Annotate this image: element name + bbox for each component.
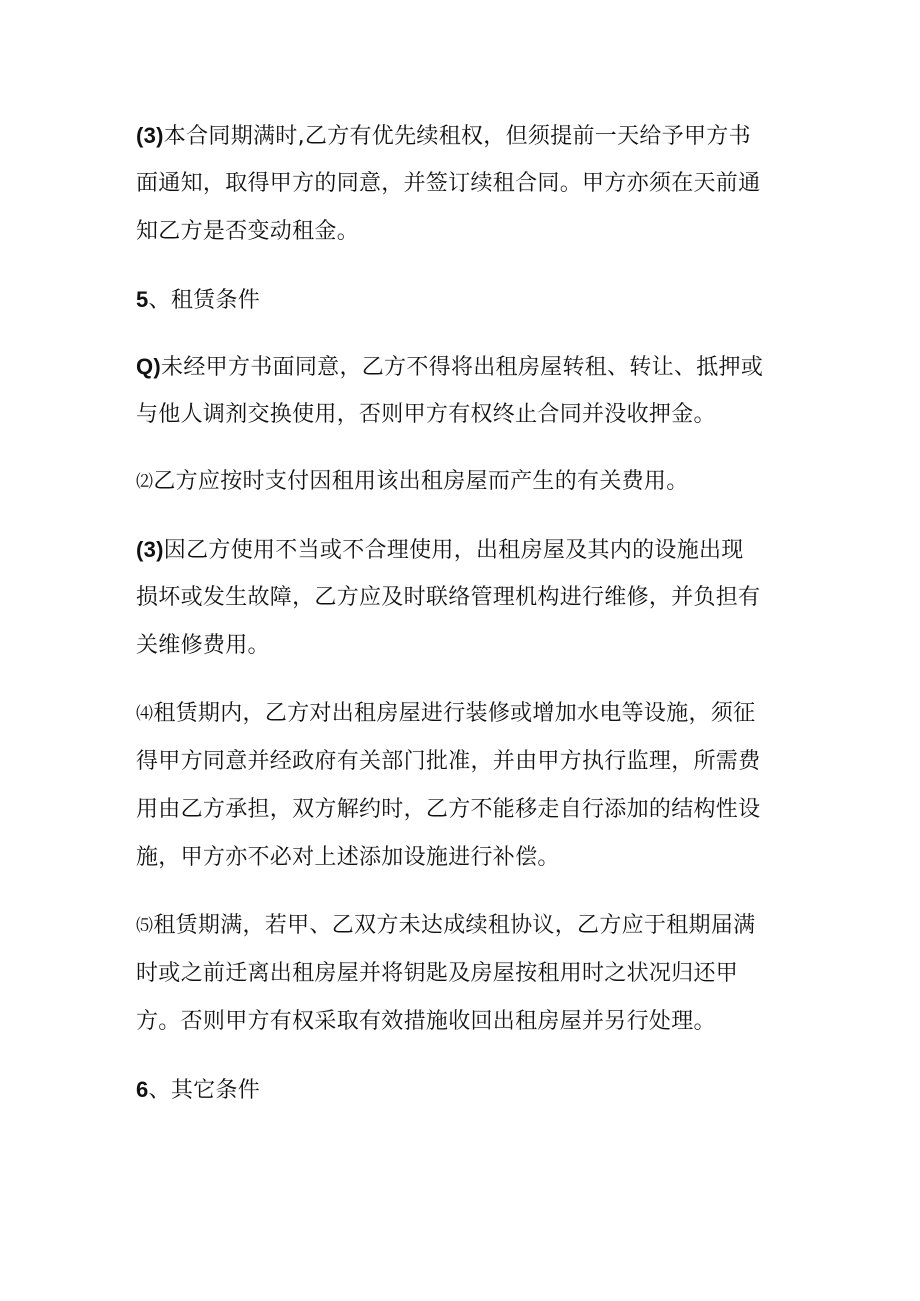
- paragraph-line: [136, 526, 796, 574]
- section-title: 、租赁条件: [148, 288, 261, 313]
- section-heading-5: [136, 276, 796, 324]
- clause-number: Q): [136, 354, 162, 379]
- renewal-clause-paragraph: [136, 112, 796, 256]
- paragraph-line: [136, 343, 796, 391]
- renovation-clause-paragraph: [136, 690, 796, 882]
- clause-number: ⑷: [136, 704, 154, 724]
- clause-number: (3): [136, 123, 164, 148]
- section-number: 6: [136, 1077, 149, 1102]
- line-text: 租赁期内，乙方对出租房屋进行装修或增加水电等设施，须征: [153, 701, 756, 726]
- section-heading-6: [136, 1066, 796, 1114]
- paragraph-line: 方。否则甲方有权采取有效措施收回出租房屋并另行处理。: [136, 1009, 716, 1034]
- sublease-clause-paragraph: [136, 343, 796, 439]
- paragraph-line: [136, 112, 796, 160]
- expiry-clause-paragraph: [136, 902, 796, 1046]
- line-text: 未经甲方书面同意，乙方不得将出租房屋转租、转让、抵押或: [161, 355, 764, 380]
- clause-number: ⑵: [136, 472, 154, 492]
- paragraph-line: 用由乙方承担，双方解约时，乙方不能移走自行添加的结构性设: [136, 797, 761, 822]
- line-text: 租赁期满，若甲、乙双方未达成续租协议，乙方应于租期届满: [153, 913, 756, 938]
- paragraph-line: 得甲方同意并经政府有关部门批准，并由甲方执行监理，所需费: [136, 749, 761, 774]
- paragraph-line: 与他人调剂交换使用，否则甲方有权终止合同并没收押金。: [136, 402, 716, 427]
- paragraph-line: 时或之前迁离出租房屋并将钥匙及房屋按租用时之状况归还甲: [136, 961, 739, 986]
- paragraph-line: [136, 690, 796, 738]
- clause-number: (3): [136, 537, 164, 562]
- paragraph-line: 关维修费用。: [136, 633, 270, 658]
- paragraph-line: 面通知，取得甲方的同意，并签订续租合同。甲方亦须在天前通: [136, 171, 761, 196]
- paragraph-line: [136, 458, 796, 506]
- paragraph-line: 知乙方是否变动租金。: [136, 219, 360, 244]
- line-text: 因乙方使用不当或不合理使用，出租房屋及其内的设施出现: [163, 538, 744, 563]
- line-text: 本合同期满时,乙方有优先续租权，但须提前一天给予甲方书: [163, 124, 751, 149]
- paragraph-line: 损坏或发生故障，乙方应及时联络管理机构进行维修，并负担有: [136, 585, 761, 610]
- line-text: 乙方应按时支付因租用该出租房屋而产生的有关费用。: [153, 469, 689, 494]
- damage-clause-paragraph: [136, 526, 796, 670]
- fees-clause-paragraph: [136, 458, 796, 506]
- section-number: 5: [136, 287, 149, 312]
- section-title: 、其它条件: [148, 1078, 261, 1103]
- clause-number: ⑸: [136, 916, 154, 936]
- paragraph-line: 施，甲方亦不必对上述添加设施进行补偿。: [136, 845, 560, 870]
- paragraph-line: [136, 902, 796, 950]
